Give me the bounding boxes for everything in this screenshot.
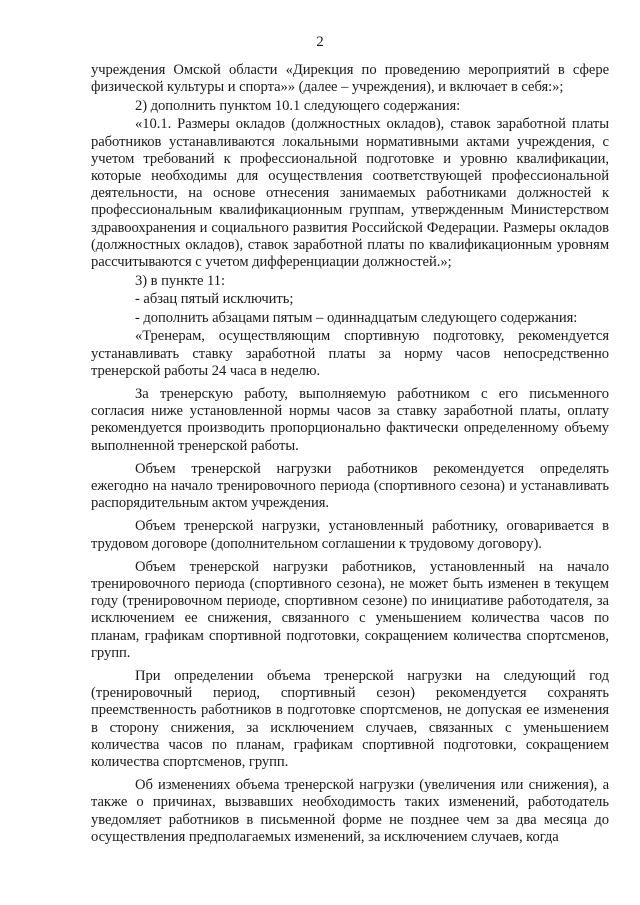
paragraph-load-notice: Об изменениях объема тренерской нагрузки (увеличения или снижения), а также о причинах, вызвавших необходимость таких изменений, работодатель уведомляет работников в письменной форме не позднее чем за два месяца до осуществления предполагаемых изменений, за исключением случаев, когда bbox=[91, 777, 609, 845]
paragraph-item-2: 2) дополнить пунктом 10.1 следующего содержания: bbox=[135, 97, 461, 114]
body-text bbox=[91, 62, 609, 847]
paragraph-trainers-rate: «Тренерам, осуществляющим спортивную подготовку, рекомендуется устанавливать ставку заработной платы за норму часов непосредственно тренерской работы 24 часа в неделю. bbox=[91, 328, 609, 379]
paragraph-intro: учреждения Омской области «Дирекция по проведению мероприятий в сфере физической культуры и спорта»» (далее – учреждения), и включает в себя:»; bbox=[91, 62, 609, 96]
paragraph-dash-add: - дополнить абзацами пятым – одиннадцатым следующего содержания: bbox=[135, 309, 578, 326]
page-number: 2 bbox=[316, 34, 324, 50]
paragraph-load-annual: Объем тренерской нагрузки работников рекомендуется определять ежегодно на начало тренировочного периода (спортивного сезона) и устанавливать распорядительным актом учреждения. bbox=[91, 460, 609, 512]
paragraph-load-contract: Объем тренерской нагрузки, установленный работнику, оговаривается в трудовом договоре (дополнительном соглашении к трудовому договору). bbox=[91, 518, 609, 552]
paragraph-10-1: «10.1. Размеры окладов (должностных окладов), ставок заработной платы работников устанавливаются локальными нормативными актами учреждения, с учетом требований к профессиональной подготовке и уровню квалификации, которые необходимы для осуществления соответствующей профессиональной деятельности, на основе отнесения занимаемых работниками должностей к профессиональным квалификационным группам, утвержденным Министерством здравоохранения и социального развития Российской Федерации. Размеры окладов (должностных окладов), ставок заработной платы по квалификационным уровням рассчитываются с учетом дифференциации должностей.»; bbox=[91, 116, 609, 271]
paragraph-load-unchanged: Объем тренерской нагрузки работников, установленный на начало тренировочного периода (спортивного сезона), не может быть изменен в текущем году (тренировочном периоде, спортивном сезоне) по инициативе работодателя, за исключением ее снижения, связанного с уменьшением количества часов по планам, графикам спортивной подготовки, сокращением количества спортсменов, групп. bbox=[91, 558, 609, 661]
paragraph-load-next-year: При определении объема тренерской нагрузки на следующий год (тренировочный период, спортивный сезон) рекомендуется сохранять преемственность работников в подготовке спортсменов, не допуская ее изменения в сторону снижения, за исключением случаев, связанных с уменьшением количества часов по планам, графикам спортивной подготовки, сокращением количества спортсменов, групп. bbox=[91, 668, 609, 771]
paragraph-item-3: 3) в пункте 11: bbox=[135, 272, 226, 289]
paragraph-dash-exclude: - абзац пятый исключить; bbox=[135, 291, 294, 308]
paragraph-trainer-work-pay: За тренерскую работу, выполняемую работником с его письменного согласия ниже установленной нормы часов за ставку заработной платы, оплату рекомендуется производить пропорционально фактически определенному объему выполненной тренерской работы. bbox=[91, 386, 609, 454]
